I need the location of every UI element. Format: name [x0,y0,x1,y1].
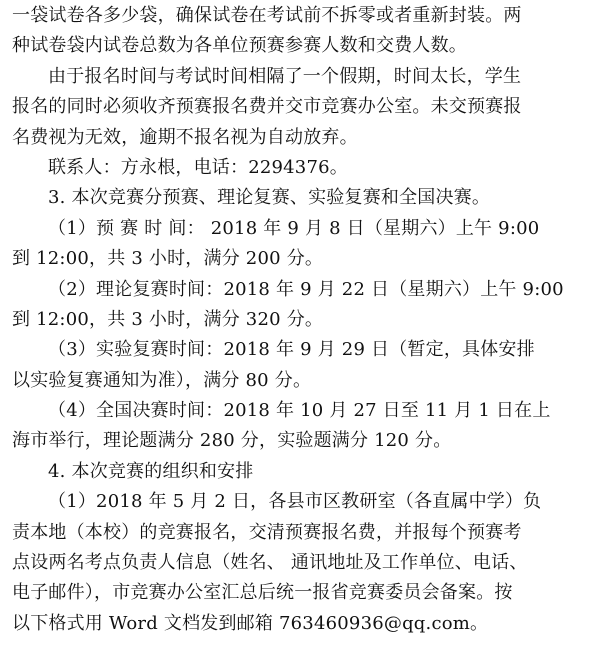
theory-semifinal-line: （2）理论复赛时间：2018 年 9 月 22 日（星期六）上午 9:00 [48,278,564,300]
prelim-time-line-cont: 到 12:00，共 3 小时，满分 200 分。 [12,248,324,270]
text-line-1: 一袋试卷各多少袋，确保试卷在考试前不拆零或者重新封装。两 [12,5,522,26]
organization-line-4: 电子邮件），市竞赛办公室汇总后统一报省竞赛委员会备案。按 [12,582,513,604]
national-final-line-cont: 海市举行，理论题满分 280 分，实验题满分 120 分。 [12,430,452,452]
national-final-line: （4）全国决赛时间：2018 年 10 月 27 日至 11 月 1 日在上 [48,400,551,422]
section-4-heading: 4. 本次竞赛的组织和安排 [48,460,254,482]
organization-line-3: 点设两名考点负责人信息（姓名、 通讯地址及工作单位、电话、 [12,552,528,574]
text-line-2: 种试卷袋内试卷总数为各单位预赛参赛人数和交费人数。 [12,35,467,57]
text-line-5: 名费视为无效，逾期不报名视为自动放弃。 [12,126,358,148]
theory-semifinal-line-cont: 到 12:00，共 3 小时，满分 320 分。 [12,308,324,330]
text-line-4: 报名的同时必须收齐预赛报名费并交市竞赛办公室。未交预赛报 [12,96,522,118]
lab-semifinal-line: （3）实验复赛时间：2018 年 9 月 29 日（暂定，具体安排 [48,339,535,361]
organization-line-5: 以下格式用 Word 文档发到邮箱 763460936@qq.com。 [12,612,489,634]
organization-line-1: （1）2018 年 5 月 2 日，各县市区教研室（各直属中学）负 [48,491,542,513]
contact-line: 联系人：方永根，电话：2294376。 [48,156,348,178]
lab-semifinal-line-cont: 以实验复赛通知为准），满分 80 分。 [12,369,312,391]
prelim-time-line: （1）预 赛 时 间： 2018 年 9 月 8 日（星期六）上午 9:00 [48,217,540,239]
organization-line-2: 责本地（本校）的竞赛报名，交清预赛报名费，并报每个预赛考 [12,521,522,543]
section-3-heading: 3. 本次竞赛分预赛、理论复赛、实验复赛和全国决赛。 [48,187,491,209]
document-page [0,1,613,664]
text-line-3: 由于报名时间与考试时间相隔了一个假期，时间太长，学生 [48,65,522,87]
